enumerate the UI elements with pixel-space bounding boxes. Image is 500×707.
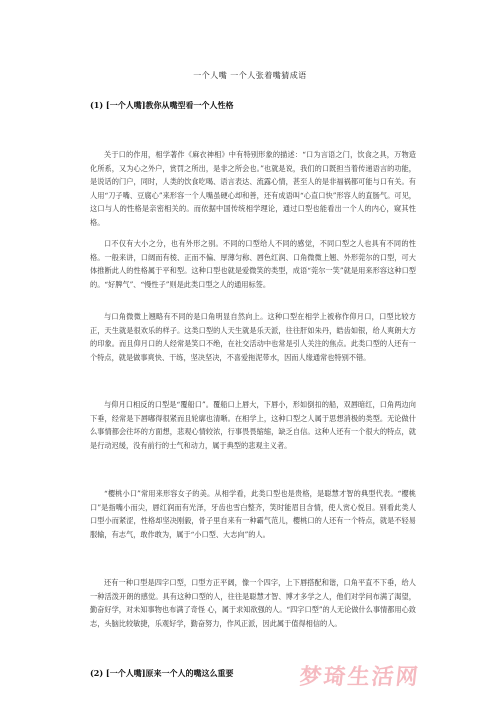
section-2-heading: (2) [一个人嘴]原来一个人的嘴这么重要	[90, 668, 234, 678]
paragraph-5: “樱桃小口”常用来形容女子的美。从相学看，此类口型也是贵格，是聪慧才智的典型代表。“樱桃口”是指嘴小而尖，唇红润而有光泽，牙齿也雪白整齐，笑时能眉目含情，使人赏心悦目。别看此类人口型小而紧涩，性格却坚决刚毅，骨子里自来有一种霸气范儿，樱桃口的人还有一个特点，就是不轻易服输，有志气，敢作敢为，属于“小口型、大志向”的人。	[90, 489, 416, 539]
section-1-heading: (1) [一个人嘴]教你从嘴型看一个人性格	[90, 100, 234, 110]
paragraph-2: 口不仅有大小之分，也有外形之别。不同的口型给人不同的感觉，不同口型之人也具有不同的性格。一般来讲，口阔而有棱、正而不偏、厚薄匀称、唇色红润、口角微微上翘、外形莞尔的口型，可大体推断此人的性格属于平和型。这种口型也就是爱微笑的类型，成语“莞尔一笑”就是用来形容这种口型的。“好脾气”、“慢性子”则是此类口型之人的通用标签。	[90, 239, 416, 289]
paragraph-3: 与口角微微上翘略有不同的是口角明显自然向上。这种口型在相学上被称作仰月口，口型比较方正，天生就是很欢乐的样子。这类口型的人天生就是乐天派，往往肝如朱丹，皓齿如银，给人爽朗大方的印象。而且仰月口的人经常是笑口不绝，在社交活动中也常是引人关注的焦点。此类口型的人还有一个特点，就是做事爽快、干练，坚决坚决，不喜爱拖泥带水，因而人缘通常也特别不错。	[90, 312, 416, 362]
paragraph-6: 还有一种口型是四字口型，口型方正平阔，像一个四字，上下唇搭配和谐，口角平直不下垂，给人一种活泼开朗的感觉。具有这种口型的人，往往是聪慧才智、博才多学之人，他们对学问布满了渴望，勤奋好学，对未知事物也布满了奇怪 心，属于求知欲强的人。“四字口型”的人无论做什么事情都用心致志，头脑比较敏捷，乐观好学，勤奋努力，作风正派，因此属于值得相信的人。	[90, 578, 416, 628]
page-title: 一个人嘴 一个人张着嘴猜成语	[193, 71, 307, 80]
site-watermark-logo: 梦琦生活网	[298, 665, 421, 690]
paragraph-1: 关于口的作用，相学著作《麻衣神相》中有特别形象的描述：“口为言语之门，饮食之具，万物造化所系，又为心之外户，赏罚之所出，是非之所会也。”也就是说，我们的口既担当着传递语言的功能，是说话的门户，同时，人类的饮食吃喝、语言表达、流露心情，甚至人的是非福祸都可能与口有关。有人用“刀子嘴、豆腐心”来形容一个人嘴虽硬心却和善，还有成语叫“心直口快”形容人的直肠气。可见，这口与人的性格是亲密相关的。而依据中国传统相学理论，通过口型也能看出一个人的内心，窥其性格。	[90, 150, 416, 227]
paragraph-4: 与仰月口相反的口型是“覆船口”。覆船口上唇大，下唇小，形如倒扣的船，双唇暗红，口角两边向下垂，经常是下唇嘟得很紧而且轮廓也清晰。在相学上，这种口型之人属于思想消极的类型。无论做什么事情都会往坏的方面想，悲观心情较浓，行事畏畏缩缩，缺乏自信。这种人还有一个很大的特点，就是行动迟缓，没有前行的士气和动力，属于典型的悲观主义者。	[90, 400, 416, 450]
